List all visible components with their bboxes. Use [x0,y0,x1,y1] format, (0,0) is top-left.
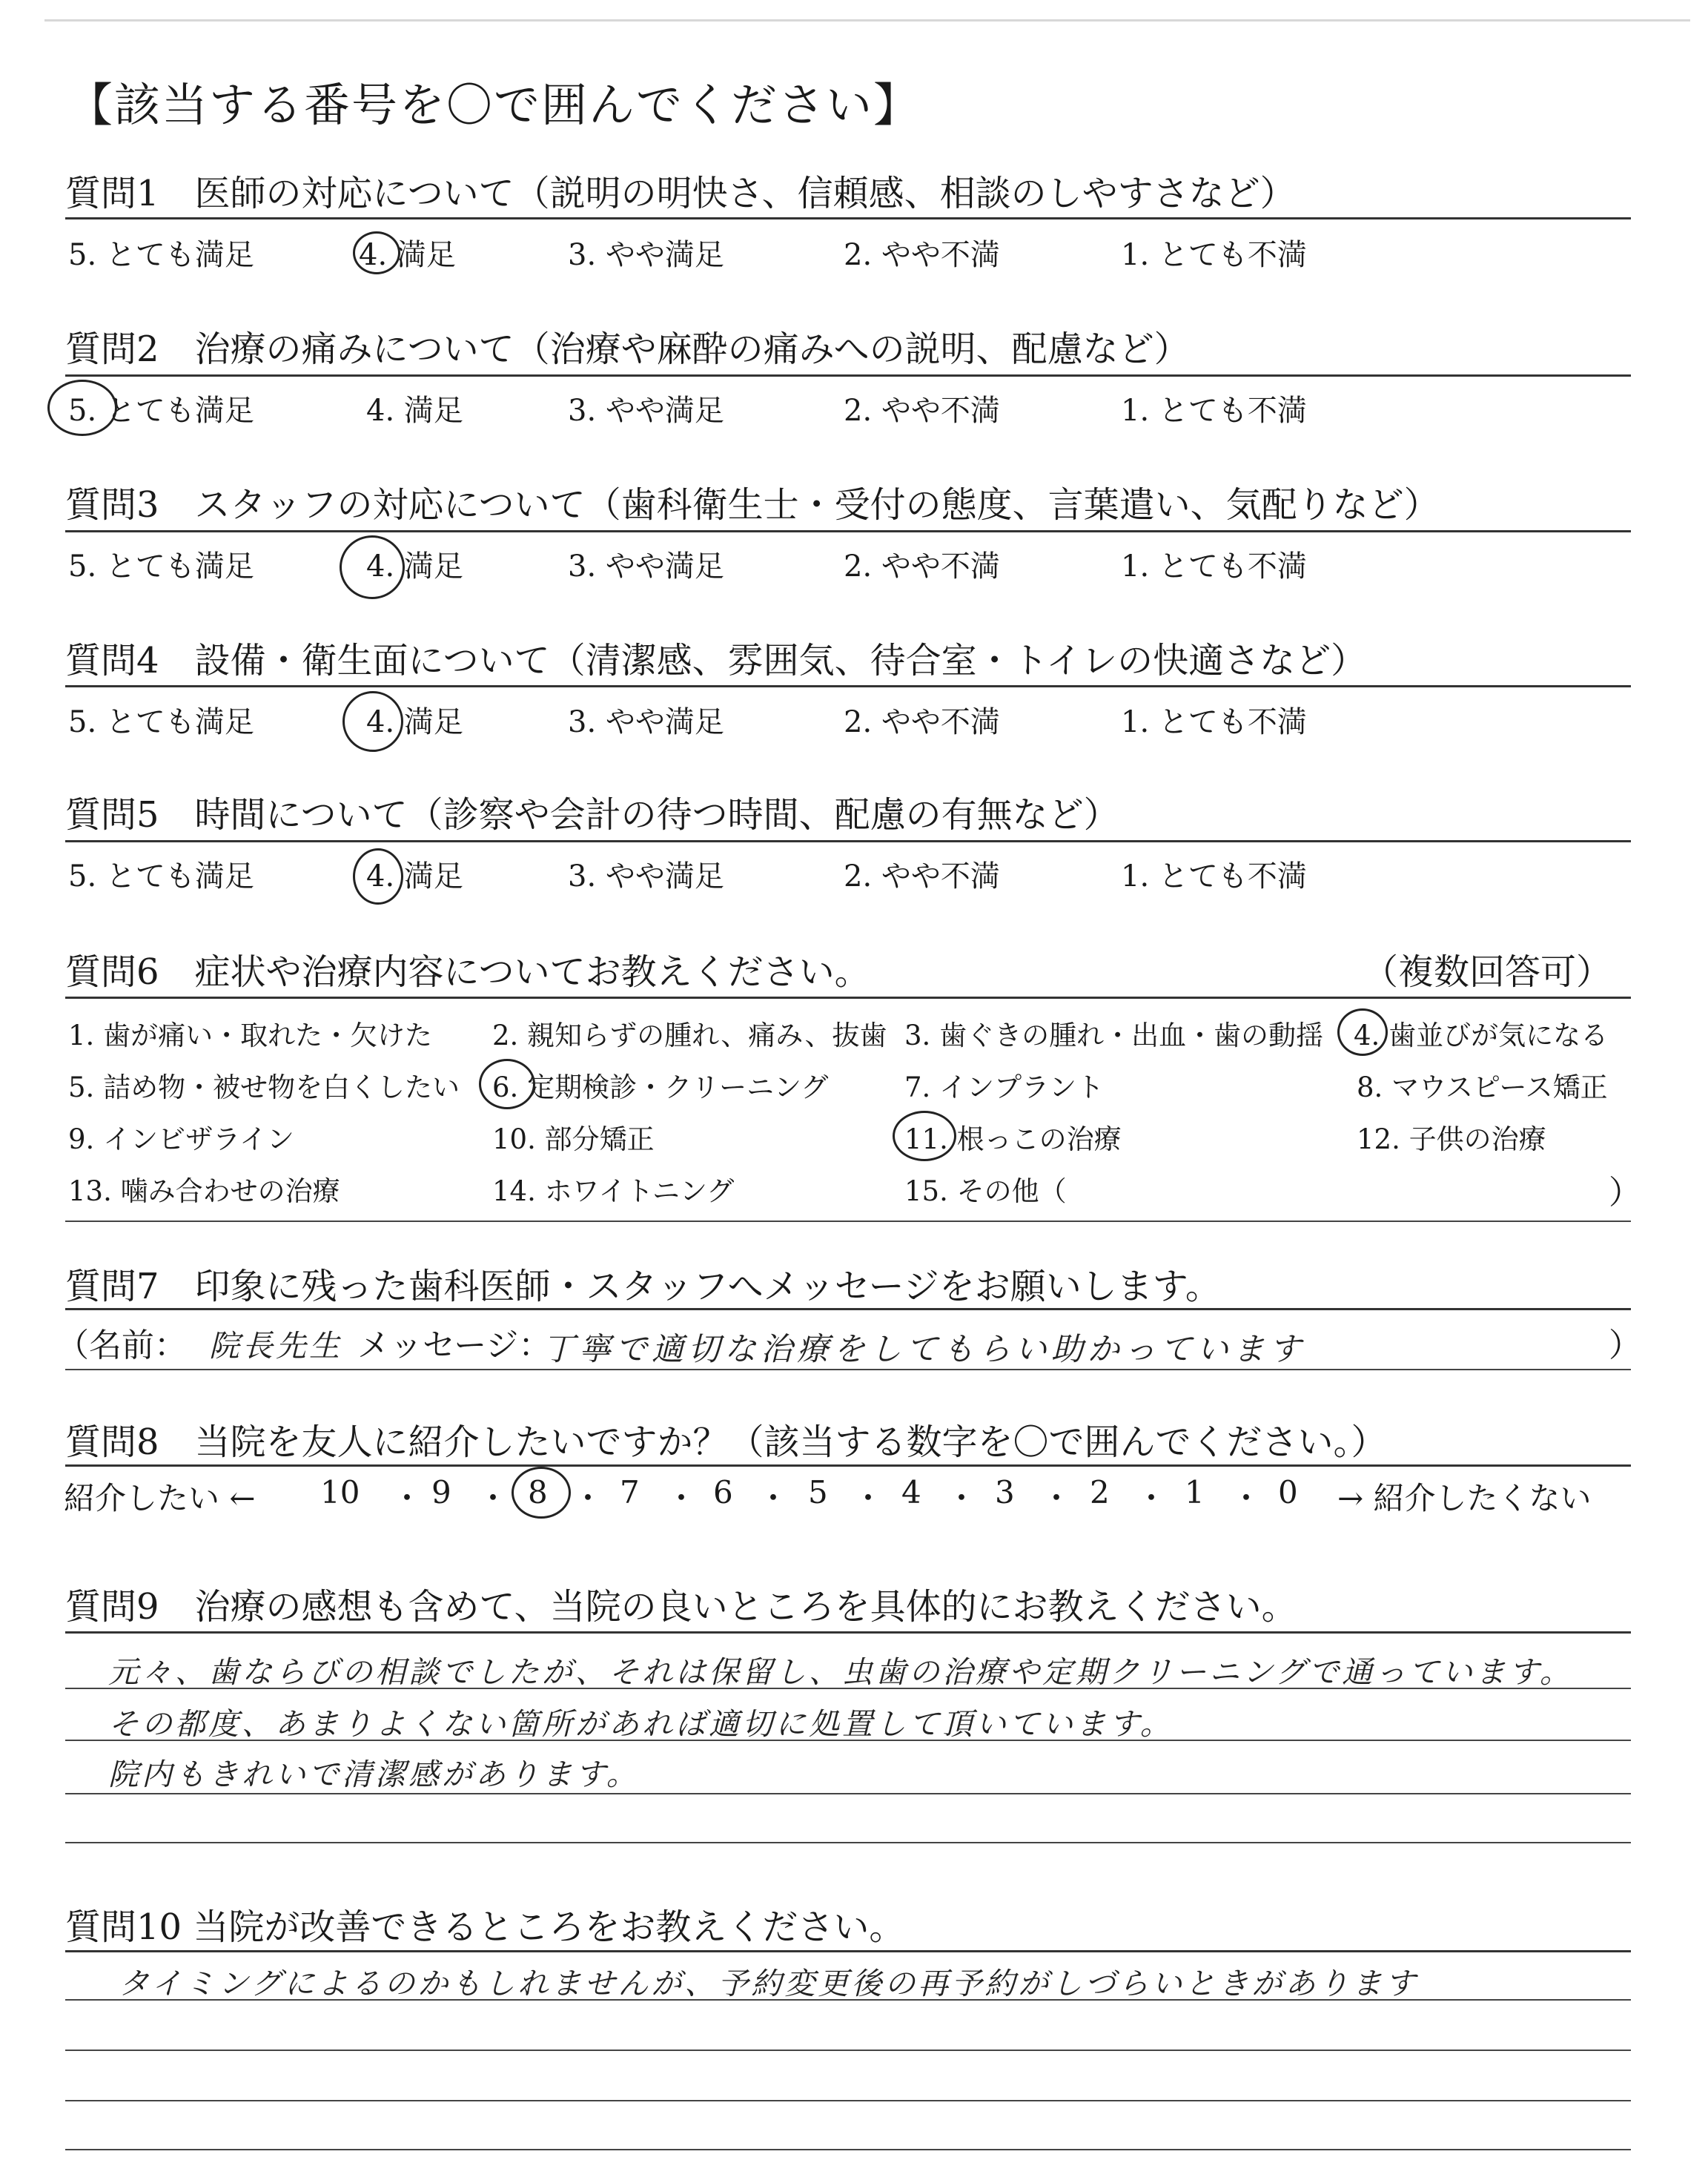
q7-bottom-rule [65,1369,1631,1370]
q8-score-10[interactable]: 10 [320,1474,360,1510]
q10-writing-line [65,1999,1631,2001]
q8-dot: ・ [1231,1480,1262,1516]
q1-selection-circle [353,231,400,274]
q6-option-14[interactable]: 14. ホワイトニング [492,1175,735,1207]
q8-score-5[interactable]: 5 [808,1474,828,1510]
q4-option-2[interactable]: 2. やや不満 [844,705,1000,739]
q2-rule [65,374,1631,377]
q2-selection-circle [47,380,117,436]
q3-option-1[interactable]: 1. とても不満 [1121,549,1307,584]
q3-title: 質問3 スタッフの対応について（歯科衛生士・受付の態度、言葉遣い、気配りなど） [65,484,1440,526]
q6-option-2[interactable]: 2. 親知らずの腫れ、痛み、抜歯 [492,1020,887,1051]
q6-selection-circle-11 [893,1111,956,1161]
q8-dot: ・ [758,1480,790,1516]
q7-message-label: メッセージ： [357,1327,552,1364]
q8-score-2[interactable]: 2 [1090,1474,1110,1510]
q6-other-close-paren: ） [1609,1174,1641,1212]
q10-writing-line [65,2050,1631,2051]
q2-option-3[interactable]: 3. やや満足 [568,394,724,428]
q10-title: 質問10 当院が改善できるところをお教えください。 [65,1906,905,1948]
q2-option-4[interactable]: 4. 満足 [366,394,463,428]
top-border [44,19,1690,22]
q7-title: 質問7 印象に残った歯科医師・スタッフへメッセージをお願いします。 [65,1266,1221,1307]
q3-selection-circle [340,535,405,599]
q6-option-4[interactable]: 4. 歯並びが気になる [1354,1020,1609,1051]
q7-rule [65,1308,1631,1310]
q1-option-5[interactable]: 5. とても満足 [68,238,254,272]
q8-dot: ・ [946,1480,978,1516]
q8-score-6[interactable]: 6 [713,1474,733,1510]
q8-selection-circle [512,1467,571,1519]
form-header: 【該当する番号を〇で囲んでください】 [67,78,921,132]
q8-score-3[interactable]: 3 [995,1474,1015,1510]
q9-writing-line [65,1842,1631,1843]
q5-option-2[interactable]: 2. やや不満 [844,859,1000,894]
q6-rule [65,997,1631,999]
q8-rule [65,1464,1631,1467]
q2-option-2[interactable]: 2. やや不満 [844,394,1000,428]
q1-title: 質問1 医師の対応について（説明の明快さ、信頼感、相談のしやすさなど） [65,173,1296,214]
q6-option-9[interactable]: 9. インビザライン [68,1123,294,1155]
q8-left-label: 紹介したい ← [64,1480,256,1516]
q6-title: 質問6 症状や治療内容についてお教えください。 [65,951,870,993]
q4-selection-circle [342,691,403,752]
q7-name-label: （名前： [56,1327,187,1364]
q9-title: 質問9 治療の感想も含めて、当院の良いところを具体的にお教えください。 [65,1586,1297,1628]
q3-option-4[interactable]: 4. 満足 [366,549,463,584]
q4-rule [65,685,1631,687]
q5-title: 質問5 時間について（診察や会計の待つ時間、配慮の有無など） [65,794,1119,836]
q5-selection-circle [353,848,403,905]
q8-score-9[interactable]: 9 [431,1474,451,1510]
q9-answer-line-2: その都度、あまりよくない箇所があれば適切に処置して頂いています。 [108,1706,1174,1742]
q4-title: 質問4 設備・衛生面について（清潔感、雰囲気、待合室・トイレの快適さなど） [65,640,1367,681]
q6-option-11[interactable]: 11. 根っこの治療 [904,1123,1122,1155]
q6-bottom-rule [65,1221,1631,1222]
q8-score-0[interactable]: 0 [1278,1474,1298,1510]
q5-option-3[interactable]: 3. やや満足 [568,859,724,894]
q1-option-1[interactable]: 1. とても不満 [1121,238,1307,272]
q2-option-5[interactable]: 5. とても満足 [68,394,254,428]
q9-writing-line [65,1740,1631,1741]
q3-option-2[interactable]: 2. やや不満 [844,549,1000,584]
q8-score-4[interactable]: 4 [901,1474,921,1510]
q8-dot: ・ [391,1480,423,1516]
q3-rule [65,530,1631,532]
q8-score-1[interactable]: 1 [1185,1474,1205,1510]
q5-option-5[interactable]: 5. とても満足 [68,859,254,894]
q6-selection-circle-6 [479,1059,535,1109]
q8-right-label: → 紹介したくない [1337,1480,1592,1516]
q5-option-1[interactable]: 1. とても不満 [1121,859,1307,894]
q9-writing-line [65,1793,1631,1794]
q8-dot: ・ [666,1480,698,1516]
q6-selection-circle-4 [1337,1008,1388,1056]
q9-answer-line-3: 院内もきれいで清潔感があります。 [108,1757,640,1792]
q3-option-5[interactable]: 5. とても満足 [68,549,254,584]
q8-dot: ・ [1136,1480,1168,1516]
q6-option-5[interactable]: 5. 詰め物・被せ物を白くしたい [68,1071,460,1103]
q1-option-4[interactable]: 4. 満足 [359,238,456,272]
q10-writing-line [65,2100,1631,2101]
q6-option-6[interactable]: 6. 定期検診・クリーニング [492,1071,829,1103]
q8-dot: ・ [853,1480,884,1516]
q6-option-8[interactable]: 8. マウスピース矯正 [1357,1071,1608,1103]
q8-score-7[interactable]: 7 [620,1474,640,1510]
q6-option-10[interactable]: 10. 部分矯正 [492,1123,655,1155]
q8-dot: ・ [1041,1480,1073,1516]
q9-writing-line [65,1688,1631,1689]
q6-option-15[interactable]: 15. その他（ [904,1175,1067,1207]
q6-option-13[interactable]: 13. 噛み合わせの治療 [68,1175,340,1207]
q9-rule [65,1631,1631,1634]
q5-option-4[interactable]: 4. 満足 [366,859,463,894]
q6-option-1[interactable]: 1. 歯が痛い・取れた・欠けた [68,1020,433,1051]
q6-multiple-note: （複数回答可） [1363,951,1612,993]
q6-option-3[interactable]: 3. 歯ぐきの腫れ・出血・歯の動揺 [904,1020,1324,1051]
q2-option-1[interactable]: 1. とても不満 [1121,394,1307,428]
q4-option-1[interactable]: 1. とても不満 [1121,705,1307,739]
q4-option-4[interactable]: 4. 満足 [366,705,463,739]
q8-score-8[interactable]: 8 [528,1474,548,1510]
q7-name-value[interactable]: 院長先生 [209,1328,342,1364]
q7-message-value[interactable]: 丁寧で適切な治療をしてもらい助かっています [543,1331,1305,1368]
q3-option-3[interactable]: 3. やや満足 [568,549,724,584]
q6-option-12[interactable]: 12. 子供の治療 [1357,1123,1546,1155]
q10-answer-line-1: タイミングによるのかもしれませんが、予約変更後の再予約がしづらいときがあります [119,1966,1419,2001]
q1-option-3[interactable]: 3. やや満足 [568,238,724,272]
q8-dot: ・ [572,1480,604,1516]
q8-dot: ・ [477,1480,509,1516]
q9-answer-line-1: 元々、歯ならびの相談でしたが、それは保留し、虫歯の治療や定期クリーニングで通っています。 [108,1654,1573,1690]
q10-writing-line [65,2149,1631,2150]
q5-rule [65,840,1631,842]
q8-title: 質問8 当院を友人に紹介したいですか？（該当する数字を〇で囲んでください。） [65,1421,1387,1463]
q6-option-7[interactable]: 7. インプラント [904,1071,1105,1103]
q1-option-2[interactable]: 2. やや不満 [844,238,1000,272]
q4-option-3[interactable]: 3. やや満足 [568,705,724,739]
q1-rule [65,217,1631,219]
q2-title: 質問2 治療の痛みについて（治療や麻酔の痛みへの説明、配慮など） [65,328,1190,370]
q7-close-paren: ） [1609,1327,1641,1364]
q4-option-5[interactable]: 5. とても満足 [68,705,254,739]
q10-rule [65,1950,1631,1952]
